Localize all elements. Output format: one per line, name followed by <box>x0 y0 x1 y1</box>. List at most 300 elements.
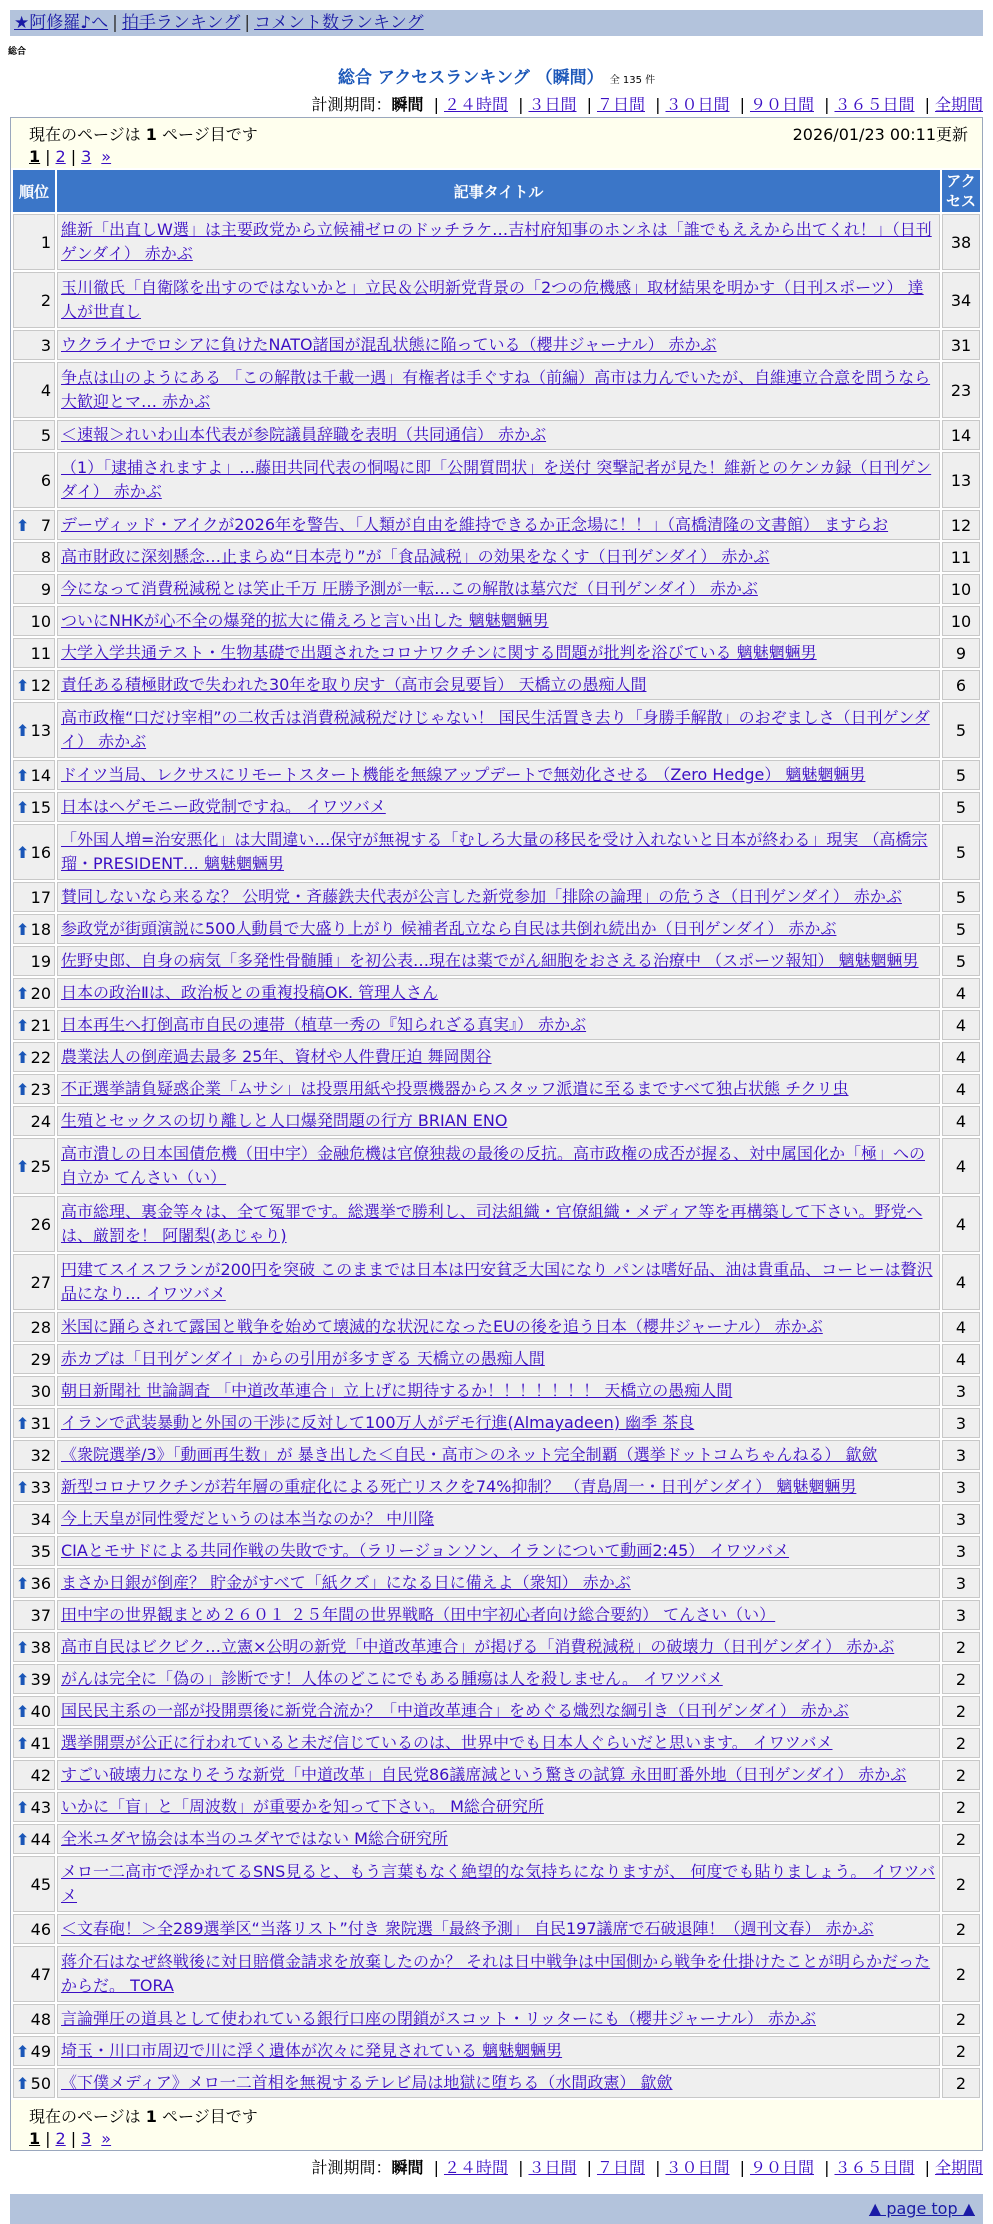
table-row <box>13 1536 980 1566</box>
period-24h-link[interactable]: ２４時間 <box>443 2158 508 2177</box>
bottom-bar <box>10 2194 983 2224</box>
table-row <box>13 1376 980 1406</box>
rank-cell <box>13 1138 55 1194</box>
rank-cell <box>13 1472 55 1502</box>
access-count: 12 <box>942 510 980 540</box>
rank-number: 34 <box>30 1509 51 1529</box>
rank-cell <box>13 946 55 976</box>
rank-cell <box>13 362 55 418</box>
article-title-link[interactable]: ＜速報＞れいわ山本代表が参院議員辞職を表明（共同通信） 赤かぶ <box>61 425 547 444</box>
rank-number: 44 <box>30 1829 51 1849</box>
access-count: 2 <box>942 1632 980 1662</box>
title-cell <box>57 1728 940 1758</box>
rank-cell <box>13 1600 55 1630</box>
rank-number: 31 <box>30 1413 51 1433</box>
title-cell <box>57 1568 940 1598</box>
rank-up-arrow-icon: ⬆ <box>16 1156 30 1176</box>
table-row <box>13 1344 980 1374</box>
title-cell <box>57 1254 940 1310</box>
table-row <box>13 1312 980 1342</box>
rank-cell <box>13 882 55 912</box>
article-title-link[interactable]: がんは完全に「偽の」診断です！人体のどこにでもある腫瘍は人を殺しません。 イワツバメ <box>61 1669 723 1688</box>
period-365d-link[interactable]: ３６５日間 <box>834 2158 915 2177</box>
table-row <box>13 1074 980 1104</box>
article-title-link[interactable]: 高市自民はビクビク…立憲×公明の新党「中道改革連合」が掲げる「消費税減税」の破壊力（日刊ゲンダイ） 赤かぶ <box>61 1637 895 1656</box>
access-count: 10 <box>942 574 980 604</box>
rank-up-arrow-icon: ⬆ <box>16 797 30 817</box>
title-cell <box>57 2004 940 2034</box>
rank-up-arrow-icon: ⬆ <box>16 1413 30 1433</box>
table-row <box>13 214 980 270</box>
title-cell <box>57 1856 940 1912</box>
period-all-link[interactable]: 全期間 <box>934 95 983 114</box>
rank-cell <box>13 542 55 572</box>
access-count: 3 <box>942 1408 980 1438</box>
period-all-link[interactable]: 全期間 <box>934 2158 983 2177</box>
rank-number: 19 <box>30 951 51 971</box>
access-count: 2 <box>942 2036 980 2066</box>
title-cell <box>57 670 940 700</box>
rank-number: 42 <box>30 1765 51 1785</box>
rank-up-arrow-icon: ⬆ <box>16 1573 30 1593</box>
title-cell <box>57 1376 940 1406</box>
article-title-link[interactable]: 言論弾圧の道具として使われている銀行口座の閉鎖がスコット・リッターにも（櫻井ジャーナル） 赤かぶ <box>61 2009 817 2028</box>
pager-next[interactable]: » <box>101 2129 112 2148</box>
rank-cell <box>13 1568 55 1598</box>
title-cell <box>57 420 940 450</box>
table-row <box>13 1138 980 1194</box>
title-cell <box>57 1344 940 1374</box>
pager-page-3[interactable]: 3 <box>81 2129 92 2148</box>
rank-number: 30 <box>30 1381 51 1401</box>
pager-page-3[interactable]: 3 <box>81 147 92 166</box>
rank-number: 36 <box>30 1573 51 1593</box>
pager-bottom: 1 | 2 | 3 » <box>29 2129 112 2148</box>
article-title-link[interactable]: すごい破壊力になりそうな新党「中道改革」自民党86議席減という驚きの試算 永田町番外地（日刊ゲンダイ） 赤かぶ <box>61 1765 907 1784</box>
title-cell <box>57 1408 940 1438</box>
total-count: 全 135 件 <box>609 75 656 86</box>
access-count: 2 <box>942 1792 980 1822</box>
access-count: 2 <box>942 1728 980 1758</box>
period-365d-link[interactable]: ３６５日間 <box>834 95 915 114</box>
title-cell <box>57 1664 940 1694</box>
article-title-link[interactable]: 日本再生へ打倒高市自民の連帯（植草一秀の『知られざる真実』） 赤かぶ <box>61 1015 587 1034</box>
page-info-bottom <box>11 2100 982 2150</box>
rank-number: 7 <box>40 515 51 535</box>
rank-cell <box>13 1254 55 1310</box>
rank-cell <box>13 1728 55 1758</box>
article-title-link[interactable]: 米国に踊らされて露国と戦争を始めて壊滅的な状況になったEUの後を追う日本（櫻井ジャーナル） 赤かぶ <box>61 1317 823 1336</box>
title-cell <box>57 1600 940 1630</box>
rank-up-arrow-icon: ⬆ <box>16 1733 30 1753</box>
rank-cell <box>13 2036 55 2066</box>
article-title-link[interactable]: イランで武装暴動と外国の干渉に反対して100万人がデモ行進(Almayadeen) 幽季 茶良 <box>61 1413 695 1432</box>
rank-cell <box>13 606 55 636</box>
title-cell <box>57 452 940 508</box>
access-count: 4 <box>942 1312 980 1342</box>
title-cell <box>57 882 940 912</box>
table-row <box>13 1696 980 1726</box>
table-row <box>13 824 980 880</box>
rank-up-arrow-icon: ⬆ <box>16 515 30 535</box>
article-title-link[interactable]: デーヴィッド・アイクが2026年を警告、「人類が自由を維持できるか正念場に！！」（高橋清隆の文書館） ますらお <box>61 515 889 534</box>
rank-up-arrow-icon: ⬆ <box>16 842 30 862</box>
access-count: 38 <box>942 214 980 270</box>
title-cell <box>57 214 940 270</box>
period-label: 計測期間： <box>311 2158 392 2177</box>
rank-number: 24 <box>30 1111 51 1131</box>
rank-up-arrow-icon: ⬆ <box>16 919 30 939</box>
rank-cell <box>13 420 55 450</box>
article-title-link[interactable]: まさか日銀が倒産？ 貯金がすべて「紙クズ」になる日に備えよ（衆知） 赤かぶ <box>61 1573 631 1592</box>
title-cell <box>57 606 940 636</box>
article-title-link[interactable]: ドイツ当局、レクサスにリモートスタート機能を無線アップデートで無効化させる （Zero Hedge） 魑魅魍魎男 <box>61 765 866 784</box>
article-title-link[interactable]: 朝日新聞社 世論調査 「中道改革連合」立上げに期待するか！！！！！！！ 天橋立の愚痴人間 <box>61 1381 733 1400</box>
period-current: 瞬間 <box>391 95 424 114</box>
pager-current: 1 <box>29 147 41 166</box>
table-row <box>13 1664 980 1694</box>
table-row <box>13 702 980 758</box>
period-24h-link[interactable]: ２４時間 <box>443 95 508 114</box>
table-row <box>13 1196 980 1252</box>
pager-page-2[interactable]: 2 <box>55 147 66 166</box>
ranking-table <box>11 168 982 2100</box>
article-title-link[interactable]: 責任ある積極財政で失われた30年を取り戻す（高市会見要旨） 天橋立の愚痴人間 <box>61 675 647 694</box>
rank-number: 4 <box>40 380 51 400</box>
col-header-title: 記事タイトル <box>57 170 940 212</box>
table-row <box>13 1792 980 1822</box>
table-row <box>13 1042 980 1072</box>
rank-cell <box>13 330 55 360</box>
article-title-link[interactable]: 今になって消費税減税とは笑止千万 圧勝予測が一転…この解散は墓穴だ（日刊ゲンダイ） 赤かぶ <box>61 579 758 598</box>
pager-page-2[interactable]: 2 <box>55 2129 66 2148</box>
article-title-link[interactable]: 日本の政治Ⅱは、政治板との重複投稿OK. 管理人さん <box>61 983 439 1002</box>
period-7d-link[interactable]: ７日間 <box>596 95 645 114</box>
table-row <box>13 1568 980 1598</box>
period-current: 瞬間 <box>391 2158 424 2177</box>
access-count: 6 <box>942 670 980 700</box>
access-count: 5 <box>942 882 980 912</box>
access-count: 3 <box>942 1536 980 1566</box>
access-count: 4 <box>942 1010 980 1040</box>
rank-number: 18 <box>30 919 51 939</box>
rank-cell <box>13 1914 55 1944</box>
period-90d-link[interactable]: ９０日間 <box>749 95 814 114</box>
updated-timestamp: 2026/01/23 00:11更新 <box>792 125 968 144</box>
current-page-text: 現在のページは 1 ページ目です <box>29 2107 258 2126</box>
table-row <box>13 760 980 790</box>
rank-number: 20 <box>30 983 51 1003</box>
table-row <box>13 882 980 912</box>
access-count: 2 <box>942 1914 980 1944</box>
article-title-link[interactable]: 田中宇の世界観まとめ２６０１ ２５年間の世界戦略（田中宇初心者向け総合要約） てんさい（い） <box>61 1605 776 1624</box>
rank-number: 10 <box>30 611 51 631</box>
table-row <box>13 272 980 328</box>
table-row <box>13 1632 980 1662</box>
period-3d-link[interactable]: ３日間 <box>528 95 577 114</box>
access-count: 3 <box>942 1472 980 1502</box>
rank-cell <box>13 702 55 758</box>
title-cell <box>57 1010 940 1040</box>
access-count: 5 <box>942 914 980 944</box>
rank-number: 21 <box>30 1015 51 1035</box>
rank-cell <box>13 824 55 880</box>
title-cell <box>57 330 940 360</box>
rank-number: 11 <box>30 643 51 663</box>
article-title-link[interactable]: ＜文春砲！＞全289選挙区“当落リスト”付き 衆院選「最終予測」 自民197議席で石破退陣！（週刊文春） 赤かぶ <box>61 1919 874 1938</box>
title-cell <box>57 1792 940 1822</box>
article-title-link[interactable]: 「外国人増=治安悪化」は大間違い…保守が無視する「むしろ大量の移民を受け入れないと日本が終わる」現実 （高橋宗瑠・PRESIDENT… 魑魅魍魎男 <box>61 830 928 873</box>
rank-number: 16 <box>30 842 51 862</box>
rank-up-arrow-icon: ⬆ <box>16 720 30 740</box>
table-row <box>13 2036 980 2066</box>
page-top-link[interactable]: ▲ page top ▲ <box>868 2199 975 2218</box>
rank-up-arrow-icon: ⬆ <box>16 1477 30 1497</box>
title-cell <box>57 1440 940 1470</box>
article-title-link[interactable]: 高市政権“口だけ宰相”の二枚舌は消費税減税だけじゃない！ 国民生活置き去り「身勝手解散」のおぞましさ（日刊ゲンダイ） 赤かぶ <box>61 708 930 751</box>
rank-up-arrow-icon: ⬆ <box>16 1669 30 1689</box>
access-count: 2 <box>942 1946 980 2002</box>
rank-number: 15 <box>30 797 51 817</box>
article-title-link[interactable]: 選挙開票が公正に行われていると未だ信じているのは、世界中でも日本人ぐらいだと思います。 イワツバメ <box>61 1733 833 1752</box>
article-title-link[interactable]: 玉川徹氏「自衛隊を出すのではないかと」立民＆公明新党背景の「2つの危機感」取材結果を明かす（日刊スポーツ） 達人が世直し <box>61 278 924 321</box>
article-title-link[interactable]: 佐野史郎、自身の病気「多発性骨髄腫」を初公表…現在は薬でがん細胞をおさえる治療中 （スポーツ報知） 魑魅魍魎男 <box>61 951 919 970</box>
rank-cell <box>13 452 55 508</box>
pager-next[interactable]: » <box>101 147 112 166</box>
table-row <box>13 330 980 360</box>
access-count: 23 <box>942 362 980 418</box>
access-count: 14 <box>942 420 980 450</box>
title-cell <box>57 1042 940 1072</box>
article-title-link[interactable]: 賛同しないなら来るな？ 公明党・斉藤鉄夫代表が公言した新党参加「排除の論理」の危うさ（日刊ゲンダイ） 赤かぶ <box>61 887 902 906</box>
article-title-link[interactable]: 維新「出直しW選」は主要政党から立候補ゼロのドッチラケ…吉村府知事のホンネは「誰でもええから出てくれ！」（日刊ゲンダイ） 赤かぶ <box>61 220 932 263</box>
access-count: 2 <box>942 1664 980 1694</box>
title-cell <box>57 760 940 790</box>
rank-number: 29 <box>30 1349 51 1369</box>
table-row <box>13 1472 980 1502</box>
article-title-link[interactable]: 《下僕メディア》メロ一二首相を無視するテレビ局は地獄に堕ちる（水間政憲） 歙歛 <box>61 2073 673 2092</box>
article-title-link[interactable]: （1）「逮捕されますよ」…藤田共同代表の恫喝に即「公開質問状」を送付 突撃記者が見た！維新とのケンカ録（日刊ゲンダイ） 赤かぶ <box>61 458 932 501</box>
access-count: 31 <box>942 330 980 360</box>
title-cell <box>57 1106 940 1136</box>
period-7d-link[interactable]: ７日間 <box>596 2158 645 2177</box>
title-cell <box>57 1472 940 1502</box>
rank-up-arrow-icon: ⬆ <box>16 1015 30 1035</box>
article-title-link[interactable]: CIAとモサドによる共同作戦の失敗です。（ラリージョンソン、イランについて動画2:45） イワツバメ <box>61 1541 790 1560</box>
period-3d-link[interactable]: ３日間 <box>528 2158 577 2177</box>
rank-cell <box>13 1792 55 1822</box>
page-title <box>0 63 993 88</box>
period-selector-top: 計測期間：瞬間 | ２４時間 | ３日間 | ７日間 | ３０日間 | ９０日間 | ３６５日間 | 全期間 <box>311 95 983 114</box>
rank-cell <box>13 638 55 668</box>
page-title-text: 総合 アクセスランキング （瞬間） <box>337 68 604 88</box>
article-title-link[interactable]: 埼玉・川口市周辺で川に浮く遺体が次々に発見されている 魑魅魍魎男 <box>61 2041 563 2060</box>
rank-cell <box>13 1824 55 1854</box>
nav-asyura-home-link[interactable]: ★阿修羅♪へ <box>14 13 109 33</box>
title-cell <box>57 574 940 604</box>
rank-number: 23 <box>30 1079 51 1099</box>
rank-number: 37 <box>30 1605 51 1625</box>
title-cell <box>57 1074 940 1104</box>
title-cell <box>57 1196 940 1252</box>
period-30d-link[interactable]: ３０日間 <box>665 95 730 114</box>
rank-number: 46 <box>30 1919 51 1939</box>
rank-cell <box>13 1042 55 1072</box>
rank-cell <box>13 1440 55 1470</box>
table-row <box>13 792 980 822</box>
access-count: 3 <box>942 1376 980 1406</box>
title-cell <box>57 1696 940 1726</box>
rank-up-arrow-icon: ⬆ <box>16 2073 30 2093</box>
title-cell <box>57 510 940 540</box>
rank-number: 25 <box>30 1156 51 1176</box>
title-cell <box>57 272 940 328</box>
title-cell <box>57 2068 940 2098</box>
rank-cell <box>13 510 55 540</box>
table-row <box>13 670 980 700</box>
article-title-link[interactable]: 生殖とセックスの切り離しと人口爆発問題の行方 BRIAN ENO <box>61 1111 508 1130</box>
table-row <box>13 638 980 668</box>
title-cell <box>57 1914 940 1944</box>
access-count: 4 <box>942 978 980 1008</box>
article-title-link[interactable]: 日本はヘゲモニー政党制ですね。 イワツバメ <box>61 797 386 816</box>
article-title-link[interactable]: 《衆院選挙/3》「動画再生数」が 暴き出した＜自民・高市＞のネット完全制覇（選挙ドットコムちゃんねる） 歙歛 <box>61 1445 878 1464</box>
rank-cell <box>13 1632 55 1662</box>
access-count: 4 <box>942 1074 980 1104</box>
access-count: 4 <box>942 1138 980 1194</box>
article-title-link[interactable]: 参政党が街頭演説に500人動員で大盛り上がり 候補者乱立なら自民は共倒れ続出か（日刊ゲンダイ） 赤かぶ <box>61 919 837 938</box>
title-cell <box>57 1760 940 1790</box>
table-row <box>13 914 980 944</box>
separator: | <box>112 13 118 33</box>
pager-top: 1 | 2 | 3 » <box>29 147 112 166</box>
rank-number: 49 <box>30 2041 51 2061</box>
rank-number: 2 <box>40 290 51 310</box>
rank-number: 26 <box>30 1214 51 1234</box>
access-count: 4 <box>942 1254 980 1310</box>
period-30d-link[interactable]: ３０日間 <box>665 2158 730 2177</box>
rank-up-arrow-icon: ⬆ <box>16 1047 30 1067</box>
article-title-link[interactable]: 新型コロナワクチンが若年層の重症化による死亡リスクを74%抑制？ （青島周一・日刊ゲンダイ） 魑魅魍魎男 <box>61 1477 857 1496</box>
table-row <box>13 606 980 636</box>
rank-number: 38 <box>30 1637 51 1657</box>
title-cell <box>57 638 940 668</box>
title-cell <box>57 1536 940 1566</box>
article-title-link[interactable]: 全米ユダヤ協会は本当のユダヤではない M総合研究所 <box>61 1829 448 1848</box>
table-row <box>13 1504 980 1534</box>
table-row <box>13 1914 980 1944</box>
rank-number: 8 <box>40 547 51 567</box>
rank-cell <box>13 1536 55 1566</box>
rank-up-arrow-icon: ⬆ <box>16 1079 30 1099</box>
access-count: 3 <box>942 1440 980 1470</box>
article-title-link[interactable]: 農業法人の倒産過去最多 25年、資材や人件費圧迫 舞岡関谷 <box>61 1047 492 1066</box>
rank-number: 32 <box>30 1445 51 1465</box>
title-cell <box>57 1824 940 1854</box>
rank-up-arrow-icon: ⬆ <box>16 1829 30 1849</box>
rank-cell <box>13 1312 55 1342</box>
rank-cell <box>13 1010 55 1040</box>
table-row <box>13 574 980 604</box>
rank-number: 12 <box>30 675 51 695</box>
article-title-link[interactable]: 大学入学共通テスト・生物基礎で出題されたコロナワクチンに関する問題が批判を浴びている 魑魅魍魎男 <box>61 643 817 662</box>
rank-number: 22 <box>30 1047 51 1067</box>
access-count: 4 <box>942 1196 980 1252</box>
rank-number: 33 <box>30 1477 51 1497</box>
article-title-link[interactable]: 争点は山のようにある 「この解散は千載一遇」有権者は手ぐすね（前編）高市は力んでいたが、自維連立合意を問うなら大歓迎とマ… 赤かぶ <box>61 368 931 411</box>
table-row <box>13 978 980 1008</box>
access-count: 11 <box>942 542 980 572</box>
period-90d-link[interactable]: ９０日間 <box>749 2158 814 2177</box>
article-title-link[interactable]: いかに「盲」と「周波数」が重要かを知って下さい。 M総合研究所 <box>61 1797 544 1816</box>
table-row <box>13 1946 980 2002</box>
nav-comment-ranking-link[interactable]: コメント数ランキング <box>254 13 424 33</box>
pager-current: 1 <box>29 2129 41 2148</box>
rank-up-arrow-icon: ⬆ <box>16 1701 30 1721</box>
article-title-link[interactable]: 不正選挙請負疑惑企業「ムサシ」は投票用紙や投票機器からスタッフ派遣に至るまですべて独占状態 チクリ虫 <box>61 1079 849 1098</box>
article-title-link[interactable]: 国民民主系の一部が投開票後に新党合流か？「中道改革連合」をめぐる熾烈な綱引き（日刊ゲンダイ） 赤かぶ <box>61 1701 849 1720</box>
ranking-container <box>10 117 983 2151</box>
article-title-link[interactable]: ついにNHKが心不全の爆発的拡大に備えろと言い出した 魑魅魍魎男 <box>61 611 549 630</box>
rank-number: 28 <box>30 1317 51 1337</box>
access-count: 5 <box>942 760 980 790</box>
article-title-link[interactable]: ウクライナでロシアに負けたNATO諸国が混乱状態に陥っている（櫻井ジャーナル） 赤かぶ <box>61 335 717 354</box>
page-info-top <box>11 118 982 168</box>
article-title-link[interactable]: 今上天皇が同性愛だというのは本当なのか？ 中川隆 <box>61 1509 435 1528</box>
rank-number: 3 <box>40 335 51 355</box>
col-header-access: アクセス <box>942 170 980 212</box>
rank-number: 47 <box>30 1964 51 1984</box>
rank-cell <box>13 1856 55 1912</box>
article-title-link[interactable]: 高市総理、裏金等々は、全て冤罪です。総選挙で勝利し、司法組織・官僚組織・メディア等を再構築して下さい。野党へは、厳罰を！ 阿闍梨(あじゃり) <box>61 1202 923 1245</box>
access-count: 2 <box>942 1824 980 1854</box>
table-row <box>13 1106 980 1136</box>
rank-cell <box>13 272 55 328</box>
rank-number: 41 <box>30 1733 51 1753</box>
title-cell <box>57 702 940 758</box>
access-count: 2 <box>942 1760 980 1790</box>
article-title-link[interactable]: 赤カブは「日刊ゲンダイ」からの引用が多すぎる 天橋立の愚痴人間 <box>61 1349 545 1368</box>
period-label: 計測期間： <box>311 95 392 114</box>
access-count: 4 <box>942 1106 980 1136</box>
article-title-link[interactable]: 高市潰しの日本国債危機（田中宇）金融危機は官僚独裁の最後の反抗。高市政権の成否が握る、対中属国化か「極」への自立か てんさい（い） <box>61 1144 926 1187</box>
rank-number: 5 <box>40 425 51 445</box>
rank-cell <box>13 978 55 1008</box>
rank-number: 9 <box>40 579 51 599</box>
table-row <box>13 510 980 540</box>
title-cell <box>57 824 940 880</box>
table-row <box>13 946 980 976</box>
rank-cell <box>13 760 55 790</box>
table-row <box>13 420 980 450</box>
table-row <box>13 1856 980 1912</box>
rank-number: 13 <box>30 720 51 740</box>
table-row <box>13 1010 980 1040</box>
table-row <box>13 1440 980 1470</box>
nav-applause-ranking-link[interactable]: 拍手ランキング <box>121 13 241 33</box>
rank-cell <box>13 2068 55 2098</box>
title-cell <box>57 978 940 1008</box>
article-title-link[interactable]: メロ一二高市で浮かれてるSNS見ると、もう言葉もなく絶望的な気持ちになりますが、 何度でも貼りましょう。 イワツバメ <box>61 1862 936 1905</box>
rank-number: 43 <box>30 1797 51 1817</box>
article-title-link[interactable]: 高市財政に深刻懸念…止まらぬ“日本売り”が「食品減税」の効果をなくす（日刊ゲンダイ） 赤かぶ <box>61 547 770 566</box>
article-title-link[interactable]: 蒋介石はなぜ終戦後に対日賠償金請求を放棄したのか？ それは日中戦争は中国側から戦争を仕掛けたことが明らかだったからだ。 TORA <box>61 1952 931 1995</box>
article-title-link[interactable]: 円建てスイスフランが200円を突破 このままでは日本は円安貧乏大国になり パンは嗜好品、油は貴重品、コーヒーは贅沢品になり… イワツバメ <box>61 1260 933 1303</box>
rank-cell <box>13 670 55 700</box>
rank-number: 39 <box>30 1669 51 1689</box>
access-count: 4 <box>942 1344 980 1374</box>
rank-up-arrow-icon: ⬆ <box>16 983 30 1003</box>
